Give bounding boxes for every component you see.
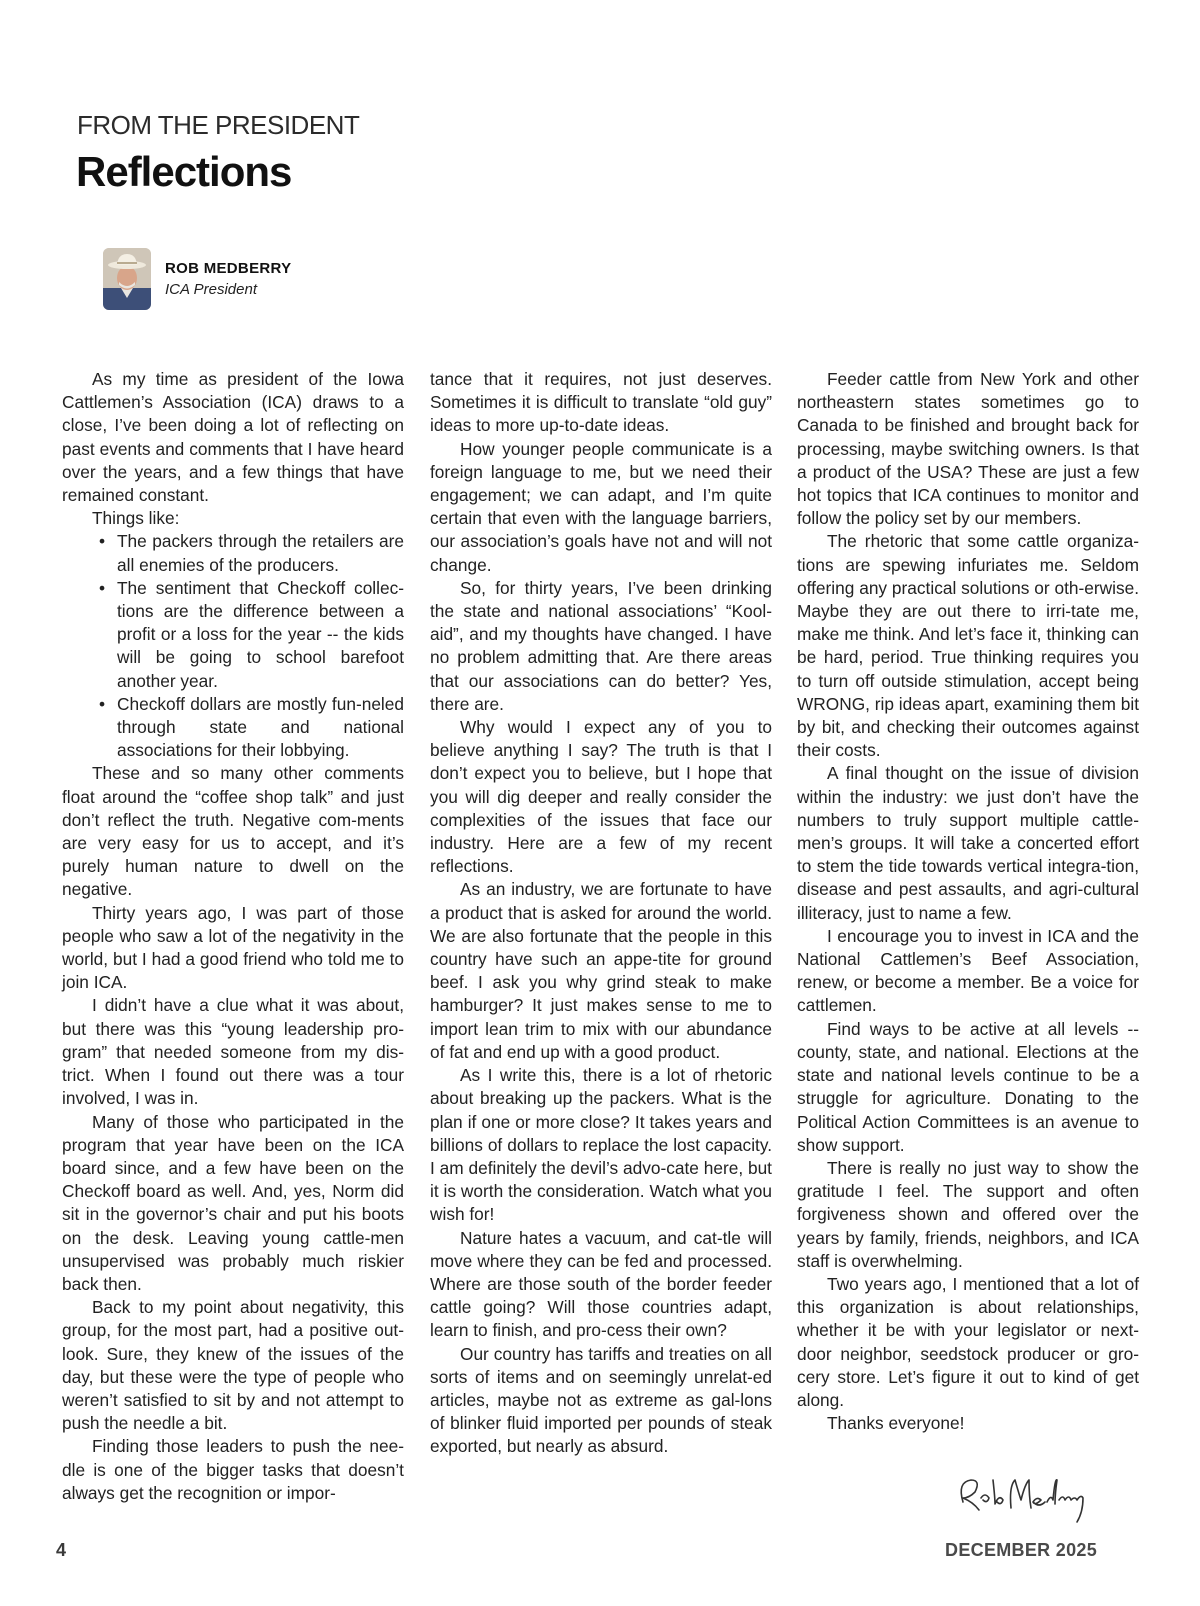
paragraph: tance that it requires, not just deserves. Sometimes it is difficult to translate “old guy” ideas to more up-to-date ideas. bbox=[430, 369, 772, 436]
paragraph: As I write this, there is a lot of rhetoric about breaking up the packers. What is the plan if one or more close? It takes years and billions of dollars to replace the lost capacity. I am definitely the devil’s advo-cate here, but it is worth the consideration. Watch what you wish for! bbox=[430, 1065, 772, 1225]
paragraph: How younger people communicate is a foreign language to me, but we need their engagement; we can adapt, and I’m quite certain that even with the language barriers, our association’s goals have not and will not change. bbox=[430, 438, 772, 575]
paragraph: Many of those who participated in the program that year have been on the ICA board since, and a few have been on the Checkoff board as well. And, yes, Norm did sit in the governor’s chair and put his boots on the desk. Leaving young cattle-men unsupervised was probably much riskier back then. bbox=[62, 1111, 404, 1294]
bullet-list bbox=[62, 530, 404, 762]
paragraph: Feeder cattle from New York and other northeastern states sometimes go to Canada to be finished and brought back for processing, maybe switching owners. Is that a product of the USA? These are just a few hot topics that ICA continues to monitor and follow the policy set by our members. bbox=[797, 369, 1139, 529]
author-info bbox=[165, 258, 291, 300]
paragraph: There is really no just way to show the gratitude I feel. The support and often forgiveness shown and offered over the years by family, friends, neighbors, and ICA staff is overwhelming. bbox=[797, 1157, 1139, 1271]
paragraph: As my time as president of the Iowa Cattlemen’s Association (ICA) draws to a close, I’ve been doing a lot of reflecting on past events and comments that I have heard over the years, and a few things that have remained constant. bbox=[62, 369, 404, 506]
author-photo bbox=[103, 248, 151, 310]
paragraph: Back to my point about negativity, this group, for the most part, had a positive out-look. Sure, they knew of the issues of the day, but these were the type of people who weren’t satisfied to sit by and not attempt to push the needle a bit. bbox=[62, 1297, 404, 1434]
section-kicker: FROM THE PRESIDENT bbox=[77, 110, 360, 140]
list-item: • Checkoff dollars are mostly fun-neled through state and national associations for their lobbying. bbox=[117, 693, 404, 763]
paragraph: I didn’t have a clue what it was about, but there was this “young leadership pro-gram” that needed someone from my dis-trict. When I found out there was a tour involved, I was in. bbox=[62, 995, 404, 1109]
page-number: 4 bbox=[56, 1540, 67, 1560]
paragraph: So, for thirty years, I’ve been drinking the state and national associations’ “Kool-aid”, and my thoughts have changed. I have no problem admitting that. Are there areas that our associations can do better? Yes, there are. bbox=[430, 577, 772, 714]
paragraph: Find ways to be active at all levels -- county, state, and national. Elections at the state and national levels continue to be a struggle for agriculture. Donating to the Political Action Committees is an avenue to show support. bbox=[797, 1018, 1139, 1155]
paragraph: I encourage you to invest in ICA and the National Cattlemen’s Beef Association, renew, or become a member. Be a voice for cattlemen. bbox=[797, 925, 1139, 1016]
author-name: ROB MEDBERRY bbox=[165, 260, 292, 277]
author-role: ICA President bbox=[165, 281, 257, 298]
byline bbox=[103, 248, 291, 310]
signature-icon bbox=[953, 1468, 1093, 1529]
paragraph: As an industry, we are fortunate to have a product that is asked for around the world. We are also fortunate that the people in this country have such an appe-tite for ground beef. I ask you why grind steak to make hamburger? It just makes sense to me to import lean trim to mix with our abundance of fat and end up with a good product. bbox=[430, 879, 772, 1062]
list-item: • The packers through the retailers are all enemies of the producers. bbox=[117, 530, 404, 576]
paragraph: Thirty years ago, I was part of those people who saw a lot of the negativity in the world, but I had a good friend who told me to join ICA. bbox=[62, 902, 404, 993]
paragraph: Why would I expect any of you to believe anything I say? The truth is that I don’t expect you to believe, but I hope that you will dig deeper and really consider the complexities of the issues that face our industry. Here are a few of my recent reflections. bbox=[430, 717, 772, 877]
paragraph: These and so many other comments float around the “coffee shop talk” and just don’t reflect the truth. Negative com-ments are very easy for us to accept, and it’s purely human nature to dwell on the negative. bbox=[62, 763, 404, 900]
paragraph: Things like: bbox=[92, 508, 180, 529]
article-title: Reflections bbox=[76, 148, 292, 195]
paragraph: Our country has tariffs and treaties on all sorts of items and on seemingly unrelat-ed articles, maybe not as extreme as gal-lons of blinker fluid imported per pounds of steak exported, but nearly as absurd. bbox=[430, 1343, 772, 1457]
article-column-1 bbox=[62, 368, 404, 1505]
paragraph: Two years ago, I mentioned that a lot of this organization is about relationships, whether it be with your legislator or next-door neighbor, seedstock producer or gro-cery store. Let’s figure it out to kind of get along. bbox=[797, 1273, 1139, 1410]
issue-date: DECEMBER 2025 bbox=[945, 1540, 1097, 1560]
paragraph: Thanks everyone! bbox=[827, 1413, 965, 1434]
list-item: • The sentiment that Checkoff collec-tions are the difference between a profit or a loss for the year -- the kids will be going to school barefoot another year. bbox=[117, 577, 404, 693]
article-column-2 bbox=[430, 368, 772, 1459]
paragraph: A final thought on the issue of division within the industry: we just don’t have the numbers to truly support multiple cattle-men’s groups. It will take a concerted effort to stem the tide towards vertical integra-tion, disease and pest assaults, and agri-cultural illiteracy, just to name a few. bbox=[797, 763, 1139, 923]
article-column-3 bbox=[797, 368, 1139, 1435]
paragraph: Finding those leaders to push the nee-dle is one of the bigger tasks that doesn’t always get the recognition or impor- bbox=[62, 1436, 404, 1503]
paragraph: Nature hates a vacuum, and cat-tle will move where they can be fed and processed. Where are those south of the border feeder cattle going? Will those countries adapt, learn to finish, and pro-cess their own? bbox=[430, 1227, 772, 1341]
paragraph: The rhetoric that some cattle organiza-tions are spewing infuriates me. Seldom offering any practical solutions or oth-erwise. Maybe they are out there to irri-tate me, make me think. And let’s face it, thinking can be hard, period. True thinking requires you to turn off outside stimulation, accept being WRONG, rip ideas apart, examining them bit by bit, and checking their outcomes against their costs. bbox=[797, 531, 1139, 761]
